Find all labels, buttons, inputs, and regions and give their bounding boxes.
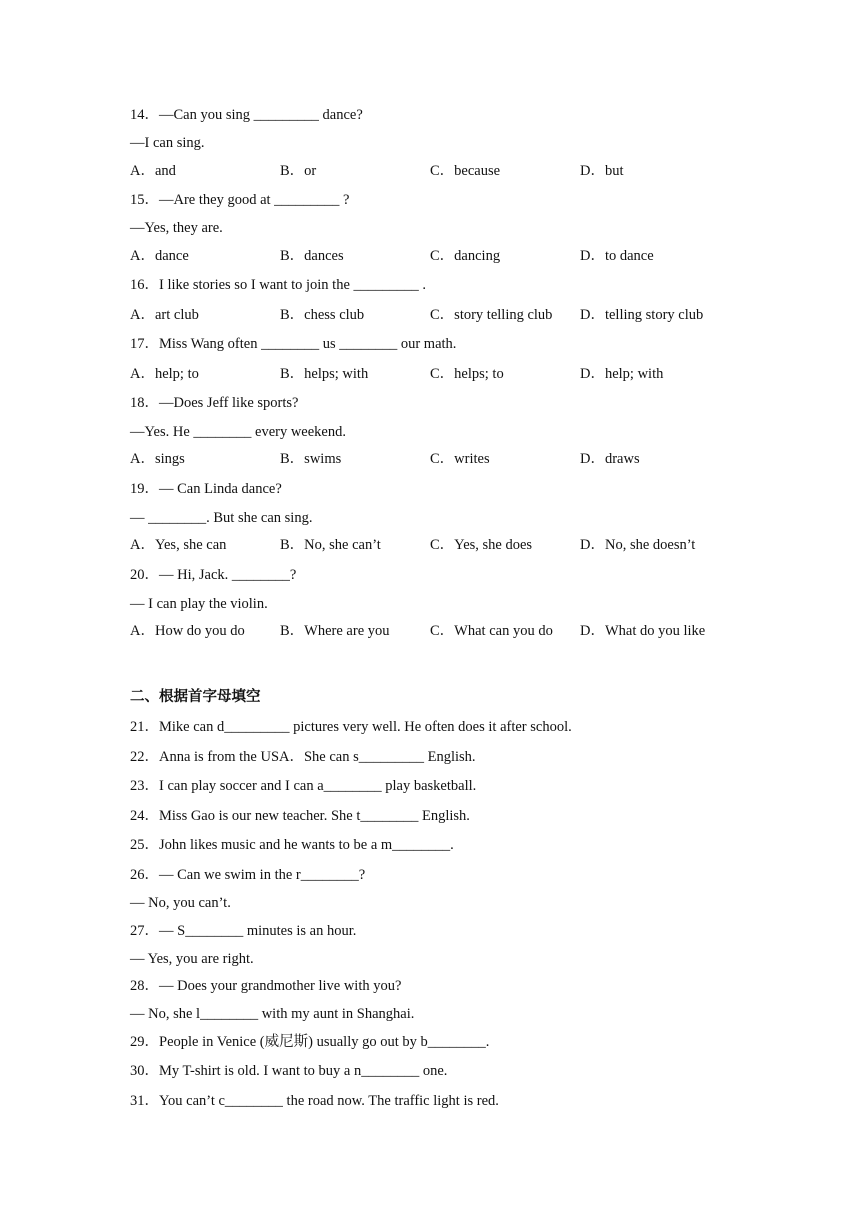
question-20-options [130, 622, 770, 640]
question-14-options [130, 162, 770, 180]
option-b: B．Where are you [280, 623, 390, 639]
option-a: A．sings [130, 451, 185, 467]
question-24: 24．Miss Gao is our new teacher. She t________ English. [130, 808, 470, 824]
question-18-options [130, 450, 770, 468]
option-c: C．helps; to [430, 366, 504, 382]
section-heading: 二、根据首字母填空 [130, 689, 261, 705]
option-b: B．chess club [280, 307, 365, 323]
question-26-answer-line: — No, you can’t. [130, 895, 231, 911]
option-a: A．How do you do [130, 623, 245, 639]
question-27-answer-line: — Yes, you are right. [130, 951, 254, 967]
question-15-answer-line: —Yes, they are. [130, 220, 223, 236]
question-30: 30．My T-shirt is old. I want to buy a n________ one. [130, 1063, 448, 1079]
question-23: 23．I can play soccer and I can a________ play basketball. [130, 778, 477, 794]
option-a: A．art club [130, 307, 199, 323]
question-17-stem: 17．Miss Wang often ________ us ________ our math. [130, 336, 457, 352]
option-d: D．draws [580, 451, 640, 467]
question-28-stem: 28．— Does your grandmother live with you? [130, 978, 402, 994]
option-d: D．to dance [580, 248, 654, 264]
question-14-answer-line: —I can sing. [130, 135, 205, 151]
option-c: C．Yes, she does [430, 537, 533, 553]
question-22: 22．Anna is from the USA．She can s_________ English. [130, 749, 476, 765]
question-18-stem: 18．—Does Jeff like sports? [130, 395, 299, 411]
option-b: B．helps; with [280, 366, 369, 382]
question-14-stem: 14．—Can you sing _________ dance? [130, 107, 363, 123]
option-a: A．Yes, she can [130, 537, 227, 553]
question-20-answer-line: — I can play the violin. [130, 596, 268, 612]
question-16-stem: 16．I like stories so I want to join the _________ . [130, 277, 427, 293]
question-25: 25．John likes music and he wants to be a m________. [130, 837, 454, 853]
question-27-stem: 27．— S________ minutes is an hour. [130, 923, 357, 939]
option-b: B．swims [280, 451, 342, 467]
option-c: C．writes [430, 451, 490, 467]
question-20-stem: 20．— Hi, Jack. ________? [130, 567, 297, 583]
question-28-answer-line: — No, she l________ with my aunt in Shanghai. [130, 1006, 415, 1022]
option-d: D．No, she doesn’t [580, 537, 696, 553]
question-26-stem: 26．— Can we swim in the r________? [130, 867, 366, 883]
option-a: A．help; to [130, 366, 199, 382]
option-c: C．What can you do [430, 623, 553, 639]
question-16-options [130, 306, 770, 324]
option-c: C．because [430, 163, 501, 179]
question-19-stem: 19．— Can Linda dance? [130, 481, 282, 497]
option-d: D．telling story club [580, 307, 704, 323]
option-c: C．story telling club [430, 307, 553, 323]
option-b: B．or [280, 163, 317, 179]
question-15-options [130, 247, 770, 265]
question-21: 21．Mike can d_________ pictures very well. He often does it after school. [130, 719, 572, 735]
question-31: 31．You can’t c________ the road now. The traffic light is red. [130, 1093, 499, 1109]
option-a: A．and [130, 163, 176, 179]
question-17-options [130, 365, 770, 383]
question-29: 29．People in Venice (威尼斯) usually go out by b________. [130, 1034, 490, 1050]
option-d: D．What do you like [580, 623, 706, 639]
question-18-answer-line: —Yes. He ________ every weekend. [130, 424, 346, 440]
question-15-stem: 15．—Are they good at _________ ? [130, 192, 350, 208]
question-19-answer-line: — ________. But she can sing. [130, 510, 313, 526]
option-d: D．help; with [580, 366, 664, 382]
option-c: C．dancing [430, 248, 501, 264]
option-b: B．No, she can’t [280, 537, 381, 553]
option-d: D．but [580, 163, 624, 179]
option-b: B．dances [280, 248, 344, 264]
question-19-options [130, 536, 770, 554]
option-a: A．dance [130, 248, 189, 264]
